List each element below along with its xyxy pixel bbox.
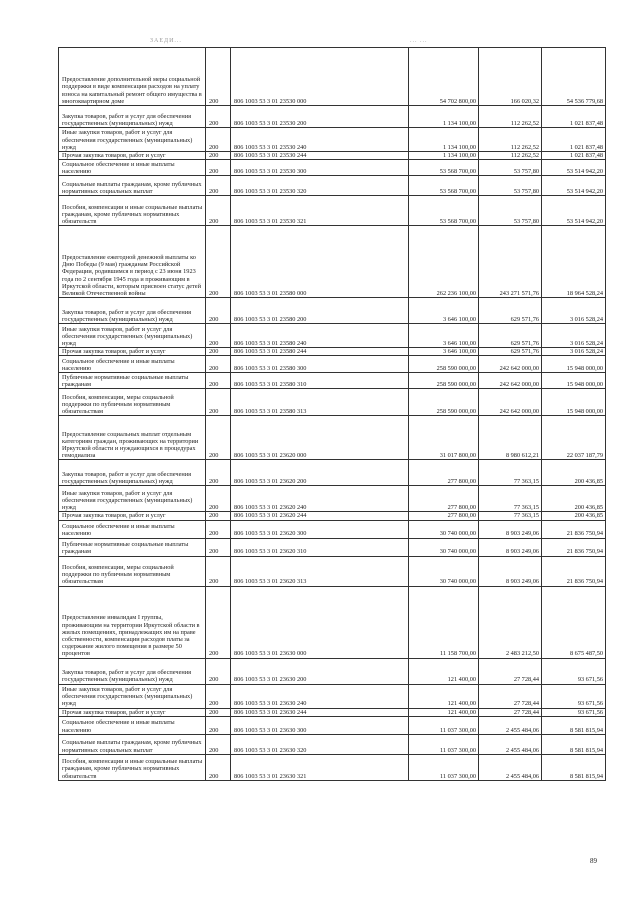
row-executed-cell: 242 642 000,00 [479, 373, 542, 389]
row-code-cell: 200 [206, 556, 231, 586]
row-unexecuted-cell: 21 836 750,94 [542, 520, 606, 538]
row-code-cell: 200 [206, 106, 231, 128]
table-row [59, 389, 606, 416]
row-approved-cell: 53 568 700,00 [409, 196, 479, 226]
row-code-cell: 200 [206, 48, 231, 106]
table-row [59, 520, 606, 538]
row-unexecuted-cell: 22 037 187,79 [542, 416, 606, 460]
row-name-cell: Социальное обеспечение и иные выплаты населению [59, 716, 206, 734]
row-classifier-cell: 806 1003 53 3 01 23580 244 [231, 348, 409, 356]
table-row [59, 416, 606, 460]
budget-table [58, 47, 606, 781]
table-row [59, 373, 606, 389]
row-approved-cell: 11 037 300,00 [409, 716, 479, 734]
row-code-cell: 200 [206, 416, 231, 460]
row-unexecuted-cell: 1 021 837,48 [542, 152, 606, 160]
row-unexecuted-cell: 15 948 000,00 [542, 389, 606, 416]
row-executed-cell: 112 262,52 [479, 152, 542, 160]
row-approved-cell: 258 590 000,00 [409, 389, 479, 416]
row-code-cell: 200 [206, 586, 231, 658]
row-classifier-cell: 806 1003 53 3 01 23580 313 [231, 389, 409, 416]
row-classifier-cell: 806 1003 53 3 01 23580 200 [231, 298, 409, 324]
row-executed-cell: 77 363,15 [479, 486, 542, 512]
row-name-cell: Социальное обеспечение и иные выплаты населению [59, 520, 206, 538]
row-name-cell: Предоставление инвалидам I группы, проживающим на территории Иркутской области в жилых помещениях, принадлежащих им на праве собственности, компенсации расходов платы за содержание жилого помещения в размере 50 процентов [59, 586, 206, 658]
row-classifier-cell: 806 1003 53 3 01 23530 320 [231, 176, 409, 196]
table-row [59, 298, 606, 324]
row-executed-cell: 53 757,80 [479, 176, 542, 196]
row-name-cell: Иные закупки товаров, работ и услуг для обеспечения государственных (муниципальных) нужд [59, 486, 206, 512]
row-classifier-cell: 806 1003 53 3 01 23620 200 [231, 460, 409, 486]
row-unexecuted-cell: 21 836 750,94 [542, 556, 606, 586]
row-code-cell: 200 [206, 373, 231, 389]
row-unexecuted-cell: 3 016 528,24 [542, 324, 606, 348]
row-classifier-cell: 806 1003 53 3 01 23580 300 [231, 356, 409, 373]
row-classifier-cell: 806 1003 53 3 01 23530 240 [231, 128, 409, 152]
row-classifier-cell: 806 1003 53 3 01 23580 000 [231, 226, 409, 298]
row-name-cell: Социальное обеспечение и иные выплаты населению [59, 356, 206, 373]
row-name-cell: Социальные выплаты гражданам, кроме публичных нормативных социальных выплат [59, 734, 206, 754]
row-unexecuted-cell: 93 671,56 [542, 658, 606, 684]
row-classifier-cell: 806 1003 53 3 01 23580 310 [231, 373, 409, 389]
row-name-cell: Предоставление ежегодной денежной выплаты ко Дню Победы (9 мая) гражданам Российской Федерации, родившимся в период с 23 июня 1923 года по 2 сентября 1945 года и проживающим в Иркутской области, которым присвоен статус детей Великой Отечественной войны [59, 226, 206, 298]
table-row [59, 48, 606, 106]
row-executed-cell: 242 642 000,00 [479, 389, 542, 416]
row-name-cell: Прочая закупка товаров, работ и услуг [59, 708, 206, 716]
row-classifier-cell: 806 1003 53 3 01 23580 240 [231, 324, 409, 348]
header-scribble-left: ЗАЕДИ... [150, 38, 182, 44]
row-code-cell: 200 [206, 734, 231, 754]
row-code-cell: 200 [206, 684, 231, 708]
table-row [59, 356, 606, 373]
row-unexecuted-cell: 53 514 942,20 [542, 176, 606, 196]
row-approved-cell: 258 590 000,00 [409, 356, 479, 373]
row-approved-cell: 31 017 800,00 [409, 416, 479, 460]
table-row [59, 512, 606, 520]
row-classifier-cell: 806 1003 53 3 01 23630 200 [231, 658, 409, 684]
table-row [59, 734, 606, 754]
row-approved-cell: 11 037 300,00 [409, 754, 479, 780]
row-approved-cell: 11 158 700,00 [409, 586, 479, 658]
table-row [59, 128, 606, 152]
row-name-cell: Пособия, компенсации и иные социальные выплаты гражданам, кроме публичных нормативных обязательств [59, 196, 206, 226]
row-unexecuted-cell: 53 514 942,20 [542, 160, 606, 176]
row-approved-cell: 262 236 100,00 [409, 226, 479, 298]
row-executed-cell: 629 571,76 [479, 348, 542, 356]
row-unexecuted-cell: 93 671,56 [542, 708, 606, 716]
row-code-cell: 200 [206, 324, 231, 348]
row-executed-cell: 2 455 484,06 [479, 716, 542, 734]
row-classifier-cell: 806 1003 53 3 01 23630 320 [231, 734, 409, 754]
row-executed-cell: 27 728,44 [479, 684, 542, 708]
row-code-cell: 200 [206, 658, 231, 684]
row-name-cell: Публичные нормативные социальные выплаты гражданам [59, 373, 206, 389]
row-name-cell: Закупка товаров, работ и услуг для обеспечения государственных (муниципальных) нужд [59, 460, 206, 486]
row-approved-cell: 121 400,00 [409, 658, 479, 684]
row-classifier-cell: 806 1003 53 3 01 23630 000 [231, 586, 409, 658]
budget-table-body [59, 48, 606, 781]
row-approved-cell: 277 800,00 [409, 512, 479, 520]
row-executed-cell: 77 363,15 [479, 460, 542, 486]
row-code-cell: 200 [206, 716, 231, 734]
row-classifier-cell: 806 1003 53 3 01 23530 000 [231, 48, 409, 106]
row-executed-cell: 629 571,76 [479, 324, 542, 348]
row-name-cell: Закупка товаров, работ и услуг для обеспечения государственных (муниципальных) нужд [59, 658, 206, 684]
row-unexecuted-cell: 3 016 528,24 [542, 348, 606, 356]
row-unexecuted-cell: 15 948 000,00 [542, 373, 606, 389]
row-name-cell: Прочая закупка товаров, работ и услуг [59, 348, 206, 356]
row-code-cell: 200 [206, 298, 231, 324]
row-executed-cell: 53 757,80 [479, 160, 542, 176]
row-approved-cell: 30 740 000,00 [409, 538, 479, 556]
row-code-cell: 200 [206, 520, 231, 538]
row-classifier-cell: 806 1003 53 3 01 23630 321 [231, 754, 409, 780]
row-approved-cell: 3 646 100,00 [409, 348, 479, 356]
row-name-cell: Пособия, компенсации и иные социальные выплаты гражданам, кроме публичных нормативных обязательств [59, 754, 206, 780]
row-classifier-cell: 806 1003 53 3 01 23620 240 [231, 486, 409, 512]
row-executed-cell: 53 757,80 [479, 196, 542, 226]
row-code-cell: 200 [206, 538, 231, 556]
row-code-cell: 200 [206, 176, 231, 196]
row-code-cell: 200 [206, 196, 231, 226]
row-code-cell: 200 [206, 226, 231, 298]
row-approved-cell: 3 646 100,00 [409, 324, 479, 348]
table-row [59, 708, 606, 716]
page-number: 89 [590, 857, 597, 865]
table-row [59, 348, 606, 356]
row-code-cell: 200 [206, 512, 231, 520]
row-code-cell: 200 [206, 389, 231, 416]
table-row [59, 556, 606, 586]
row-classifier-cell: 806 1003 53 3 01 23620 313 [231, 556, 409, 586]
table-row [59, 176, 606, 196]
row-unexecuted-cell: 18 964 528,24 [542, 226, 606, 298]
row-name-cell: Публичные нормативные социальные выплаты гражданам [59, 538, 206, 556]
table-row [59, 754, 606, 780]
row-approved-cell: 121 400,00 [409, 684, 479, 708]
row-approved-cell: 258 590 000,00 [409, 373, 479, 389]
row-unexecuted-cell: 1 021 837,48 [542, 128, 606, 152]
row-code-cell: 200 [206, 348, 231, 356]
row-code-cell: 200 [206, 486, 231, 512]
row-executed-cell: 2 455 484,06 [479, 754, 542, 780]
row-unexecuted-cell: 3 016 528,24 [542, 298, 606, 324]
row-code-cell: 200 [206, 152, 231, 160]
row-approved-cell: 54 702 800,00 [409, 48, 479, 106]
row-approved-cell: 1 134 100,00 [409, 106, 479, 128]
row-name-cell: Социальные выплаты гражданам, кроме публичных нормативных социальных выплат [59, 176, 206, 196]
row-code-cell: 200 [206, 754, 231, 780]
row-executed-cell: 243 271 571,76 [479, 226, 542, 298]
row-executed-cell: 77 363,15 [479, 512, 542, 520]
row-name-cell: Иные закупки товаров, работ и услуг для обеспечения государственных (муниципальных) нужд [59, 128, 206, 152]
row-executed-cell: 8 903 249,06 [479, 520, 542, 538]
row-executed-cell: 2 483 212,50 [479, 586, 542, 658]
row-name-cell: Закупка товаров, работ и услуг для обеспечения государственных (муниципальных) нужд [59, 106, 206, 128]
row-classifier-cell: 806 1003 53 3 01 23530 244 [231, 152, 409, 160]
table-row [59, 152, 606, 160]
row-approved-cell: 53 568 700,00 [409, 176, 479, 196]
row-name-cell: Предоставление социальных выплат отдельным категориям граждан, проживающих на территории Иркутской области и нуждающихся в процедурах гемодиализа [59, 416, 206, 460]
table-row [59, 486, 606, 512]
table-row [59, 716, 606, 734]
row-unexecuted-cell: 8 675 487,50 [542, 586, 606, 658]
row-classifier-cell: 806 1003 53 3 01 23630 300 [231, 716, 409, 734]
table-row [59, 538, 606, 556]
row-approved-cell: 277 800,00 [409, 460, 479, 486]
row-name-cell: Закупка товаров, работ и услуг для обеспечения государственных (муниципальных) нужд [59, 298, 206, 324]
row-executed-cell: 8 903 249,06 [479, 538, 542, 556]
row-code-cell: 200 [206, 128, 231, 152]
row-classifier-cell: 806 1003 53 3 01 23630 240 [231, 684, 409, 708]
row-name-cell: Прочая закупка товаров, работ и услуг [59, 152, 206, 160]
row-name-cell: Иные закупки товаров, работ и услуг для обеспечения государственных (муниципальных) нужд [59, 324, 206, 348]
row-executed-cell: 242 642 000,00 [479, 356, 542, 373]
row-unexecuted-cell: 8 581 815,94 [542, 754, 606, 780]
row-classifier-cell: 806 1003 53 3 01 23620 310 [231, 538, 409, 556]
row-unexecuted-cell: 93 671,56 [542, 684, 606, 708]
table-row [59, 226, 606, 298]
row-name-cell: Предоставление дополнительной меры социальной поддержки в виде компенсации расходов на уплату взноса на капитальный ремонт общего имущества в многоквартирном доме [59, 48, 206, 106]
row-code-cell: 200 [206, 460, 231, 486]
row-approved-cell: 53 568 700,00 [409, 160, 479, 176]
row-approved-cell: 1 134 100,00 [409, 152, 479, 160]
table-row [59, 586, 606, 658]
row-unexecuted-cell: 200 436,85 [542, 486, 606, 512]
row-approved-cell: 30 740 000,00 [409, 520, 479, 538]
table-row [59, 196, 606, 226]
row-executed-cell: 112 262,52 [479, 128, 542, 152]
row-executed-cell: 166 020,32 [479, 48, 542, 106]
row-approved-cell: 277 800,00 [409, 486, 479, 512]
row-approved-cell: 1 134 100,00 [409, 128, 479, 152]
row-approved-cell: 3 646 100,00 [409, 298, 479, 324]
row-classifier-cell: 806 1003 53 3 01 23630 244 [231, 708, 409, 716]
row-unexecuted-cell: 200 436,85 [542, 512, 606, 520]
row-executed-cell: 8 903 249,06 [479, 556, 542, 586]
table-row [59, 160, 606, 176]
row-unexecuted-cell: 8 581 815,94 [542, 734, 606, 754]
row-name-cell: Пособия, компенсации, меры социальной поддержки по публичным нормативным обязательствам [59, 389, 206, 416]
row-classifier-cell: 806 1003 53 3 01 23620 300 [231, 520, 409, 538]
table-row [59, 658, 606, 684]
row-classifier-cell: 806 1003 53 3 01 23620 000 [231, 416, 409, 460]
row-name-cell: Иные закупки товаров, работ и услуг для обеспечения государственных (муниципальных) нужд [59, 684, 206, 708]
row-executed-cell: 2 455 484,06 [479, 734, 542, 754]
row-unexecuted-cell: 21 836 750,94 [542, 538, 606, 556]
row-executed-cell: 629 571,76 [479, 298, 542, 324]
row-classifier-cell: 806 1003 53 3 01 23530 300 [231, 160, 409, 176]
row-classifier-cell: 806 1003 53 3 01 23530 321 [231, 196, 409, 226]
row-unexecuted-cell: 1 021 837,48 [542, 106, 606, 128]
row-executed-cell: 8 980 612,21 [479, 416, 542, 460]
row-name-cell: Прочая закупка товаров, работ и услуг [59, 512, 206, 520]
table-row [59, 460, 606, 486]
row-executed-cell: 27 728,44 [479, 658, 542, 684]
row-approved-cell: 121 400,00 [409, 708, 479, 716]
row-code-cell: 200 [206, 356, 231, 373]
row-classifier-cell: 806 1003 53 3 01 23530 200 [231, 106, 409, 128]
row-approved-cell: 30 740 000,00 [409, 556, 479, 586]
row-code-cell: 200 [206, 160, 231, 176]
row-name-cell: Пособия, компенсации, меры социальной поддержки по публичным нормативным обязательствам [59, 556, 206, 586]
table-row [59, 324, 606, 348]
row-executed-cell: 112 262,52 [479, 106, 542, 128]
row-classifier-cell: 806 1003 53 3 01 23620 244 [231, 512, 409, 520]
header-scribble-right: ... ... [410, 38, 428, 44]
table-row [59, 684, 606, 708]
row-unexecuted-cell: 15 948 000,00 [542, 356, 606, 373]
row-approved-cell: 11 037 300,00 [409, 734, 479, 754]
row-code-cell: 200 [206, 708, 231, 716]
table-row [59, 106, 606, 128]
row-unexecuted-cell: 53 514 942,20 [542, 196, 606, 226]
row-unexecuted-cell: 8 581 815,94 [542, 716, 606, 734]
row-name-cell: Социальное обеспечение и иные выплаты населению [59, 160, 206, 176]
row-executed-cell: 27 728,44 [479, 708, 542, 716]
row-unexecuted-cell: 54 536 779,68 [542, 48, 606, 106]
row-unexecuted-cell: 200 436,85 [542, 460, 606, 486]
